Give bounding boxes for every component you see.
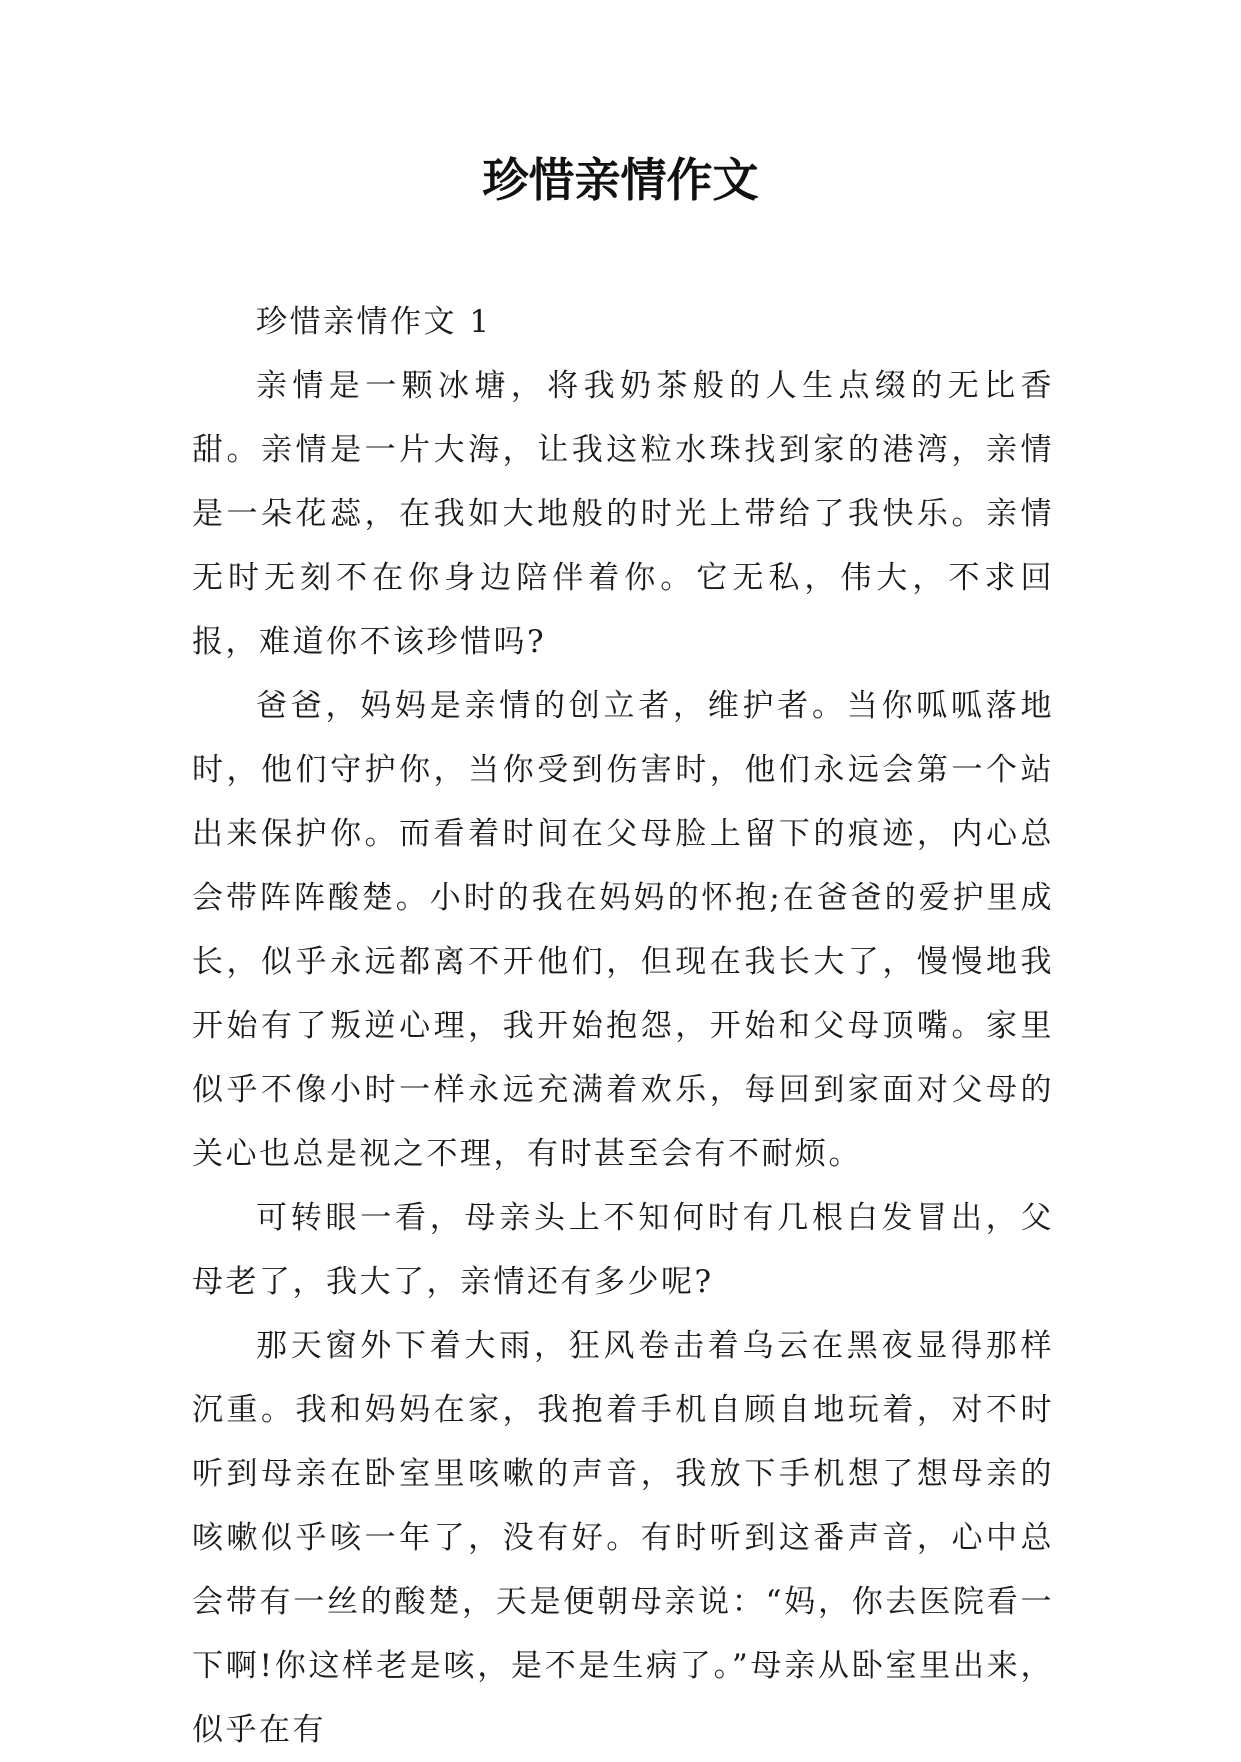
paragraph-1: 亲情是一颗冰塘，将我奶茶般的人生点缀的无比香甜。亲情是一片大海，让我这粒水珠找到家的港湾，亲情是一朵花蕊，在我如大地般的时光上带给了我快乐。亲情无时无刻不在你身边陪伴着你。它无私，伟大，不求回报，难道你不该珍惜吗? (192, 368, 1054, 660)
document-title: 珍惜亲情作文 (482, 153, 759, 207)
paragraph-4: 那天窗外下着大雨，狂风卷击着乌云在黑夜显得那样沉重。我和妈妈在家，我抱着手机自顾自地玩着，对不时听到母亲在卧室里咳嗽的声音，我放下手机想了想母亲的咳嗽似乎咳一年了，没有好。有时听到这番声音，心中总会带有一丝的酸楚，天是便朝母亲说：“妈，你去医院看一下啊!你这样老是咳，是不是生病了。”母亲从卧室里出来，似乎在有 (192, 1328, 1054, 1748)
section-subheading: 珍惜亲情作文 1 (256, 304, 492, 340)
document-body (192, 290, 1054, 1762)
paragraph-2: 爸爸，妈妈是亲情的创立者，维护者。当你呱呱落地时，他们守护你，当你受到伤害时，他们永远会第一个站出来保护你。而看着时间在父母脸上留下的痕迹，内心总会带阵阵酸楚。小时的我在妈妈的怀抱;在爸爸的爱护里成长，似乎永远都离不开他们，但现在我长大了，慢慢地我开始有了叛逆心理，我开始抱怨，开始和父母顶嘴。家里似乎不像小时一样永远充满着欢乐，每回到家面对父母的关心也总是视之不理，有时甚至会有不耐烦。 (192, 688, 1054, 1172)
paragraph-3: 可转眼一看，母亲头上不知何时有几根白发冒出，父母老了，我大了，亲情还有多少呢? (192, 1200, 1054, 1300)
